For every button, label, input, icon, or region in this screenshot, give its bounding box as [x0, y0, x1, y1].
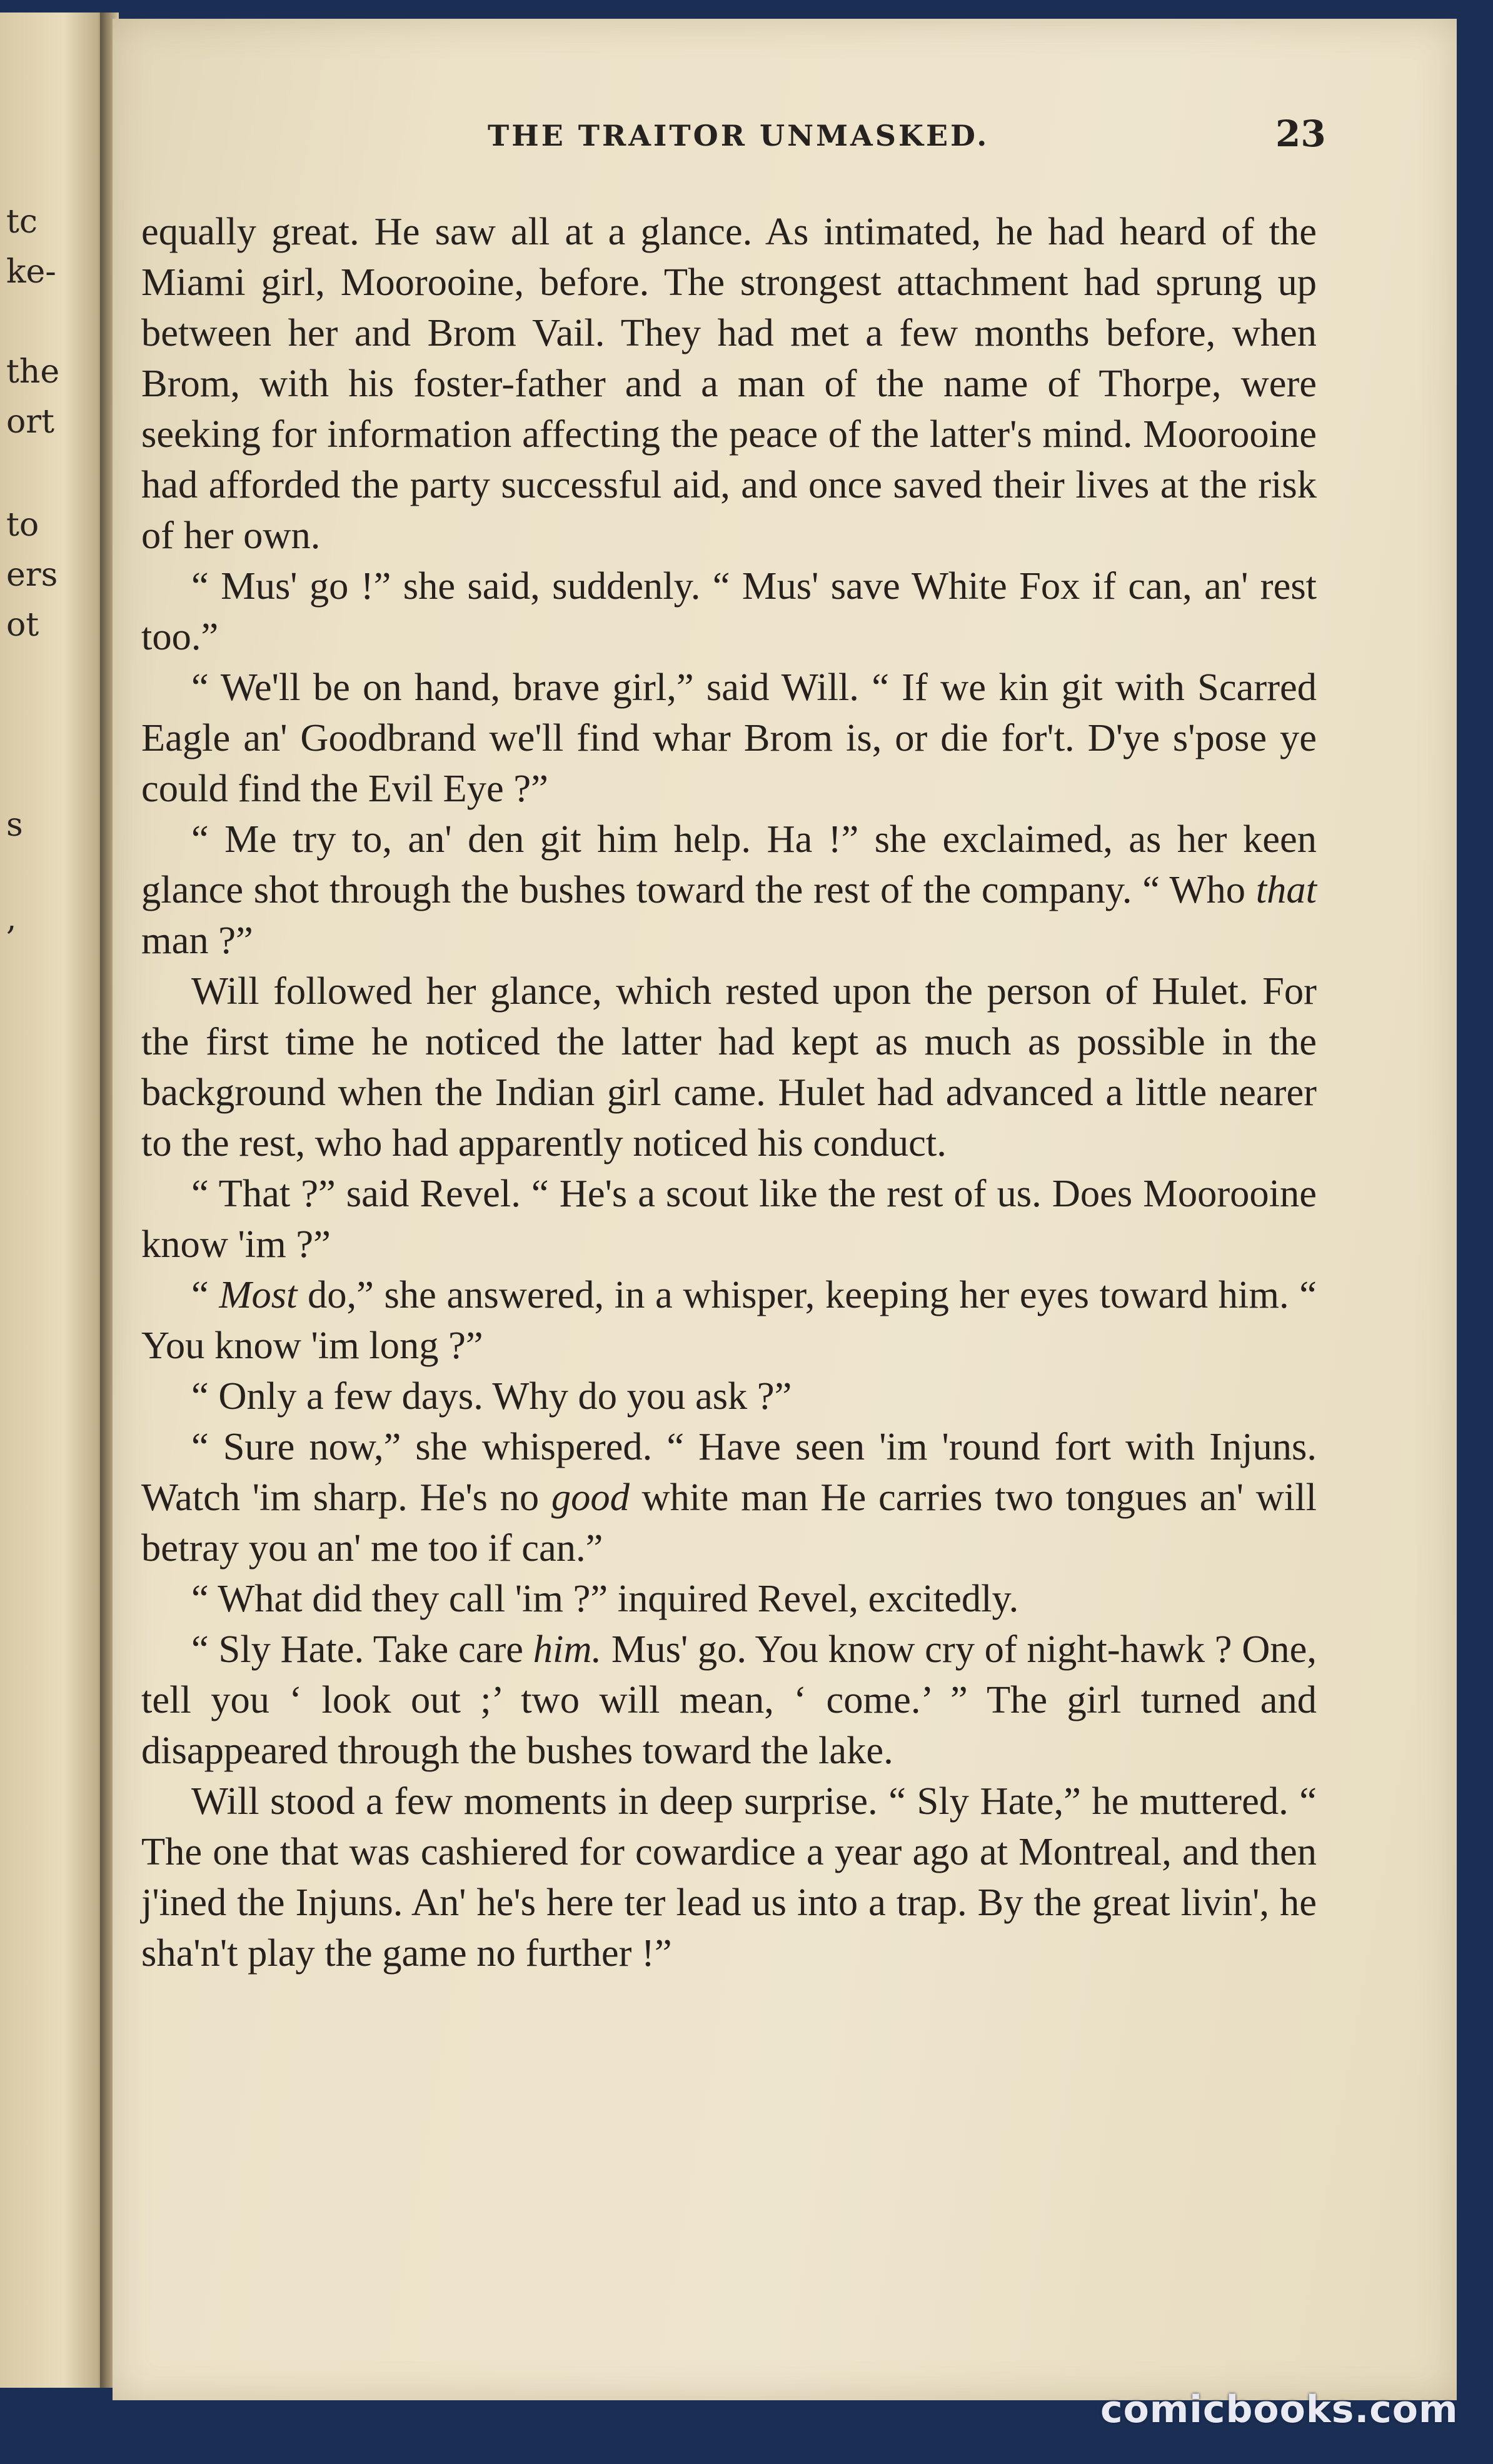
left-page-fragment: to — [6, 506, 39, 544]
paragraph — [141, 561, 1317, 662]
paragraph-text: “ What did they call 'im ?” inquired Revel, excitedly. — [191, 1576, 1019, 1620]
left-page-fragment: ers — [6, 556, 58, 594]
paragraph-text: Mus' go. You know cry of night-hawk ? One, tell you ‘ look out ;’ two will mean, ‘ come.’ ” The girl turned and disappeared through the bushes toward the lake. — [141, 1627, 1317, 1772]
paragraph-text: do,” she answered, in a whisper, keeping her eyes toward him. “ You know 'im long ?” — [141, 1273, 1317, 1367]
left-page-fragment: , — [6, 900, 17, 938]
left-page-fragment: s — [6, 806, 23, 844]
left-page-fragment: tc — [6, 203, 38, 241]
paragraph — [141, 1168, 1317, 1270]
page-header — [113, 113, 1457, 169]
left-page-edge — [0, 13, 106, 2388]
paragraph — [141, 966, 1317, 1168]
paragraph — [141, 1421, 1317, 1573]
paragraph-text: “ Only a few days. Why do you ask ?” — [191, 1374, 792, 1418]
paragraph — [141, 814, 1317, 966]
paragraph-text: “ Sly Hate. Take care — [191, 1627, 533, 1671]
paragraph — [141, 1573, 1317, 1624]
emphasis-text: Most — [219, 1273, 298, 1316]
paragraph — [141, 206, 1317, 561]
left-page-fragment: ke- — [6, 253, 56, 291]
page-number: 23 — [1275, 113, 1326, 155]
paragraph-text: Will stood a few moments in deep surprise. “ Sly Hate,” he muttered. “ The one that was cashiered for cowardice a year ago at Montreal, and then j'ined the Injuns. An' he's here ter lead us into a trap. By the great livin', he sha'n't play the game no further !” — [141, 1779, 1317, 1975]
paragraph-text: Will followed her glance, which rested upon the person of Hulet. For the first time he noticed the latter had kept as much as possible in the background when the Indian girl came. Hulet had advanced a little nearer to the rest, who had apparently noticed his conduct. — [141, 969, 1317, 1164]
book-page — [113, 19, 1457, 2400]
paragraph-text: “ — [191, 1273, 219, 1316]
paragraph — [141, 1624, 1317, 1776]
paragraph-text: “ Me try to, an' den git him help. Ha !” she exclaimed, as her keen glance shot through the bushes toward the rest of the company. “ Who — [141, 817, 1317, 911]
emphasis-text: that — [1255, 868, 1317, 911]
paragraph-text: “ Sure now,” she whispered. “ Have seen 'im 'round fort with Injuns. Watch 'im sharp. He's no — [141, 1425, 1317, 1519]
watermark: comicbooks.com — [1100, 2388, 1459, 2431]
paragraph-text: man ?” — [141, 918, 253, 962]
paragraph-text: “ We'll be on hand, brave girl,” said Will. “ If we kin git with Scarred Eagle an' Goodbrand we'll find whar Brom is, or die for't. D'ye s'pose ye could find the Evil Eye ?” — [141, 665, 1317, 810]
left-page-fragment: the — [6, 353, 60, 391]
emphasis-text: him. — [533, 1627, 602, 1671]
paragraph-text: equally great. He saw all at a glance. As intimated, he had heard of the Miami girl, Moorooine, before. The strongest attachment had sprung up between her and Brom Vail. They had met a few months before, when Brom, with his foster-father and a man of the name of Thorpe, were seeking for information affecting the peace of the latter's mind. Moorooine had afforded the party successful aid, and once saved their lives at the risk of her own. — [141, 209, 1317, 557]
text-body — [141, 206, 1317, 1978]
paragraph-text: “ That ?” said Revel. “ He's a scout like the rest of us. Does Moorooine know 'im ?” — [141, 1171, 1317, 1266]
paragraph — [141, 662, 1317, 814]
paragraph — [141, 1371, 1317, 1421]
emphasis-text: good — [551, 1475, 630, 1519]
left-page-fragment: ort — [6, 403, 55, 441]
running-head: THE TRAITOR UNMASKED. — [488, 119, 990, 153]
paragraph-text: white man He carries two tongues an' will betray you an' me too if can.” — [141, 1475, 1317, 1570]
paragraph-text: “ Mus' go !” she said, suddenly. “ Mus' save White Fox if can, an' rest too.” — [141, 564, 1317, 658]
paragraph — [141, 1776, 1317, 1978]
paragraph — [141, 1270, 1317, 1371]
left-page-fragment: ot — [6, 606, 39, 644]
